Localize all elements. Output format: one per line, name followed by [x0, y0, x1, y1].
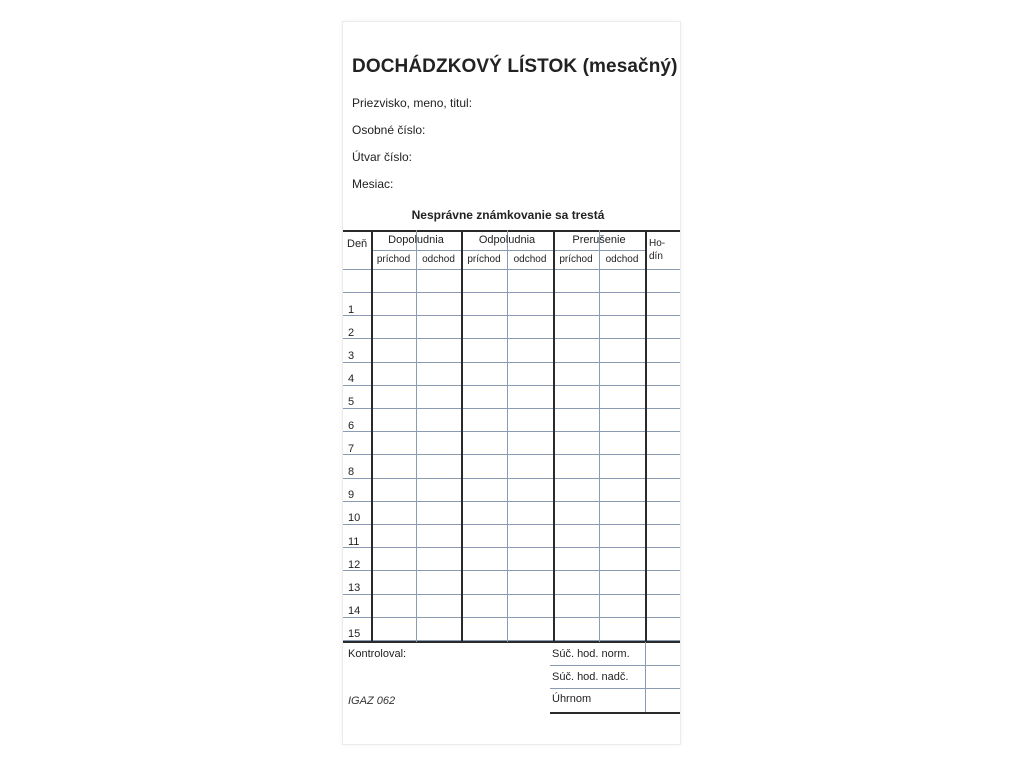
day-number: 10 — [348, 512, 361, 525]
day-number: 13 — [348, 582, 361, 594]
arrival-subheader: príchod — [376, 254, 411, 265]
row-line — [343, 617, 680, 618]
day-number: 15 — [348, 628, 361, 641]
arrival-subheader: príchod — [559, 254, 593, 265]
row-line — [343, 292, 680, 293]
arrival-subheader: príchod — [467, 254, 501, 265]
row-line — [343, 547, 680, 548]
row-line — [343, 478, 680, 479]
header-divider — [371, 250, 645, 251]
field-month-label: Mesiac: — [352, 177, 394, 191]
checked-by-label: Kontroloval: — [348, 648, 407, 660]
row-line — [343, 454, 680, 455]
day-number: 4 — [348, 373, 355, 386]
day-number: 14 — [348, 605, 361, 618]
break-header: Prerušenie — [572, 234, 626, 246]
day-number: 9 — [348, 489, 355, 502]
day-number: 7 — [348, 442, 355, 455]
day-header: Deň — [347, 238, 368, 250]
column-line — [553, 230, 555, 642]
column-line — [645, 230, 647, 642]
departure-subheader: odchod — [422, 254, 455, 265]
warning-notice: Nesprávne známkovanie sa trestá — [411, 208, 605, 222]
hours-header-line1: Ho- — [649, 238, 666, 249]
table-top-border — [343, 230, 680, 232]
footer-hours-line — [645, 642, 646, 712]
day-number: 1 — [348, 303, 355, 316]
row-line — [343, 431, 680, 432]
sum-overtime-hours-label: Súč. hod. nadč. — [552, 671, 629, 683]
afternoon-header: Odpoludnia — [478, 234, 536, 246]
row-line — [343, 362, 680, 363]
row-line — [343, 594, 680, 595]
day-number: 3 — [348, 350, 355, 362]
row-line — [343, 524, 680, 525]
field-name-label: Priezvisko, meno, titul: — [352, 96, 473, 110]
day-number: 11 — [348, 535, 360, 548]
form-code: IGAZ 062 — [348, 695, 396, 707]
column-line — [371, 230, 373, 642]
day-number: 2 — [348, 326, 355, 339]
day-number: 5 — [348, 396, 355, 409]
departure-subheader: odchod — [605, 254, 639, 265]
hours-header-line2: dín — [649, 251, 663, 262]
column-line — [416, 230, 417, 642]
sum-normal-hours-label: Súč. hod. norm. — [552, 648, 630, 660]
day-number: 6 — [348, 419, 355, 432]
header-bottom-line — [343, 269, 680, 270]
table-bottom-border — [343, 641, 680, 643]
footer-row-line — [550, 688, 680, 689]
morning-header: Dopoludnia — [388, 234, 444, 246]
row-line — [343, 385, 680, 386]
column-line — [507, 230, 508, 642]
field-personal-number-label: Osobné číslo: — [352, 123, 426, 137]
footer-row-line — [550, 665, 680, 666]
row-line — [343, 570, 680, 571]
day-number: 12 — [348, 558, 361, 571]
column-line — [461, 230, 463, 642]
column-line — [599, 230, 600, 642]
form-title: DOCHÁDZKOVÝ LÍSTOK (mesačný) — [352, 56, 678, 77]
field-department-label: Útvar číslo: — [352, 150, 413, 164]
day-number: 8 — [348, 466, 355, 478]
row-line — [343, 408, 680, 409]
attendance-card — [343, 22, 680, 744]
footer-bottom-line — [550, 712, 680, 714]
total-label: Úhrnom — [552, 693, 592, 705]
row-line — [343, 338, 680, 339]
row-line — [343, 315, 680, 316]
row-line — [343, 501, 680, 502]
departure-subheader: odchod — [513, 254, 547, 265]
